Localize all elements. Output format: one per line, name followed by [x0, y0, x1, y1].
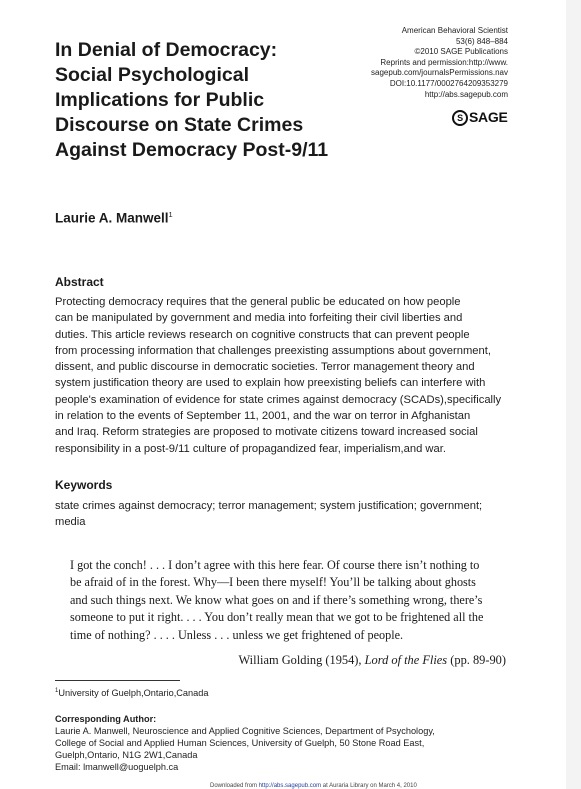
download-prefix: Downloaded from — [210, 783, 258, 789]
sage-logo-icon: S — [452, 110, 468, 126]
abstract-heading: Abstract — [55, 275, 104, 289]
attribution-author: William Golding (1954), — [238, 653, 362, 667]
attribution-work: Lord of the Flies — [364, 653, 448, 667]
download-notice — [210, 783, 417, 789]
epigraph-attribution — [238, 653, 506, 668]
abstract-line: people's examination of evidence for state crimes against democracy (SCADs),specifically — [55, 393, 502, 406]
doi: DOI:10.1177/0002764209353279 — [389, 78, 508, 88]
abstract-line: Protecting democracy requires that the general public be educated on how people — [55, 296, 461, 308]
abstract-line: system justification theory are used to explain how preexisting beliefs can interfere with — [55, 377, 486, 390]
journal-name: American Behavioral Scientist — [401, 26, 508, 35]
abstract-line: dissent, and public discourse in democratic societies. Terror management theory and — [55, 361, 475, 374]
author-affiliation-mark: 1 — [168, 210, 173, 219]
footnote-divider — [55, 680, 180, 681]
corresponding-author-heading: Corresponding Author: — [55, 714, 157, 725]
journal-volume: 53(6) 848–884 — [455, 36, 508, 46]
abstract-line: can be manipulated by government and media into forfeiting their civil liberties and — [55, 312, 463, 325]
corresponding-line: Guelph,Ontario, N1G 2W1,Canada — [55, 750, 198, 761]
corresponding-email[interactable]: Email: lmanwell@uoguelph.ca — [55, 762, 179, 773]
title-line: Discourse on State Crimes — [55, 114, 304, 136]
abstract-text — [55, 294, 513, 457]
title-line: Implications for Public — [55, 89, 265, 111]
keywords-heading: Keywords — [55, 478, 113, 492]
keywords-text — [55, 498, 517, 530]
viewer-scroll-gutter[interactable] — [566, 0, 581, 789]
reprints-line: Reprints and permission:http://www. — [380, 57, 508, 67]
corresponding-line: College of Social and Applied Human Sciences, University of Guelph, 50 Stone Road East, — [55, 738, 425, 749]
epigraph-line: be afraid of in the forest. Why—I been there myself! You’ll be talking about ghosts — [70, 575, 476, 590]
epigraph-line: and such things next. We know what goes on and if there’s something wrong, there’s — [70, 592, 483, 607]
title-line: Against Democracy Post-9/11 — [55, 139, 329, 161]
abstract-line: from processing information that challenges preexisting assumptions about government, — [55, 344, 491, 357]
abstract-line: in relation to the events of September 11, 2001, and the war on terror in Afghanistan — [55, 410, 471, 423]
copyright: ©2010 SAGE Publications — [414, 47, 508, 57]
abstract-line: responsibility in a post-9/11 culture of propagandized fear, imperialism,and war. — [55, 442, 446, 455]
abstract-line: duties. This article reviews research on cognitive constructs that can prevent people — [55, 328, 470, 341]
corresponding-line: Laurie A. Manwell, Neuroscience and Applied Cognitive Sciences, Department of Psychology, — [55, 726, 435, 737]
title-line: In Denial of Democracy: — [55, 39, 278, 61]
journal-metadata — [330, 26, 508, 100]
epigraph-line: time of nothing? . . . . Unless . . . unless we get frightened of people. — [70, 627, 404, 642]
permissions-link[interactable]: sagepub.com/journalsPermissions.nav — [371, 68, 508, 78]
journal-url[interactable]: http://abs.sagepub.com — [424, 89, 508, 99]
affiliation-footnote — [55, 685, 515, 699]
footnotes — [55, 685, 515, 773]
sage-logo-text: SAGE — [469, 109, 508, 125]
sage-logo — [452, 109, 507, 126]
keywords-line: state crimes against democracy; terror management; system justification; government; — [55, 500, 483, 512]
affiliation-footnote-mark: 1 — [55, 688, 59, 694]
author-line — [55, 210, 173, 226]
epigraph-line: someone to put it right. . . . You don’t really mean that we got to be frightened all the — [70, 610, 484, 625]
epigraph-line: I got the conch! . . . I don’t agree with this here fear. Of course there isn’t nothing to — [70, 558, 480, 572]
epigraph-quote — [70, 557, 515, 644]
affiliation-text: University of Guelph,Ontario,Canada — [58, 688, 209, 699]
article-title — [55, 38, 355, 163]
download-link[interactable]: http://abs.sagepub.com — [258, 783, 322, 789]
keywords-line: media — [55, 516, 86, 528]
attribution-pages: (pp. 89-90) — [450, 653, 506, 667]
author-name: Laurie A. Manwell — [55, 210, 169, 226]
download-suffix: at Auraria Library on March 4, 2010 — [322, 783, 417, 789]
title-line: Social Psychological — [55, 64, 249, 86]
abstract-line: and Iraq. Reform strategies are proposed to motivate citizens toward increased social — [55, 426, 478, 439]
